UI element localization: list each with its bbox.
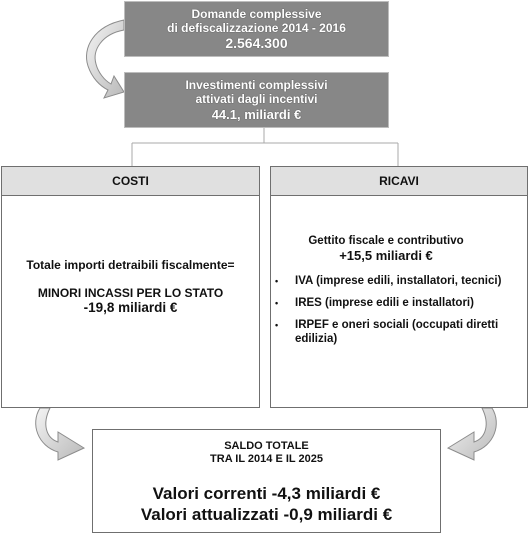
investments-box — [124, 72, 389, 128]
curved-arrow-right — [448, 408, 496, 460]
saldo-box — [92, 429, 441, 533]
ricavi-item — [275, 296, 517, 310]
bullet-icon: • — [275, 276, 279, 286]
ricavi-item — [275, 274, 517, 288]
investments-line1: Investimenti complessivi — [185, 77, 328, 92]
saldo-title2: TRA IL 2014 E IL 2025 — [210, 453, 323, 465]
curved-arrow-top — [87, 20, 125, 98]
curved-arrow-left — [36, 408, 84, 460]
investments-line2: attivati dagli incentivi — [195, 91, 318, 106]
ricavi-header: RICAVI — [271, 167, 527, 196]
ricavi-item-text: IRPEF e oneri sociali (occupati diretti edilizia) — [295, 319, 499, 345]
ricavi-value: +15,5 miliardi € — [339, 248, 433, 263]
costi-line2: MINORI INCASSI PER LO STATO — [37, 286, 224, 300]
ricavi-body — [271, 196, 527, 346]
costi-header: COSTI — [2, 167, 259, 196]
saldo-line1: Valori correnti -4,3 miliardi € — [152, 484, 381, 503]
ricavi-item — [275, 318, 517, 346]
ricavi-item-text: IRES (imprese edili e installatori) — [295, 297, 474, 309]
bullet-icon: • — [275, 298, 279, 308]
costi-panel — [1, 166, 260, 408]
applications-box — [124, 1, 389, 57]
costi-line1: Totale importi detraibili fiscalmente= — [26, 258, 235, 272]
applications-line1: Domande complessive — [191, 6, 322, 21]
investments-value: 44.1, miliardi € — [211, 106, 302, 122]
bullet-icon: • — [275, 320, 279, 330]
ricavi-item-text: IVA (imprese edili, installatori, tecnici) — [295, 275, 502, 287]
applications-value: 2.564.300 — [225, 34, 288, 51]
saldo-line2: Valori attualizzati -0,9 miliardi € — [140, 505, 393, 524]
ricavi-title: Gettito fiscale e contributivo — [308, 235, 464, 247]
applications-line2: di defiscalizzazione 2014 - 2016 — [167, 20, 346, 35]
costi-body — [2, 196, 259, 316]
ricavi-panel — [270, 166, 528, 408]
saldo-title1: SALDO TOTALE — [224, 440, 309, 452]
costi-value: -19,8 miliardi € — [83, 300, 178, 315]
